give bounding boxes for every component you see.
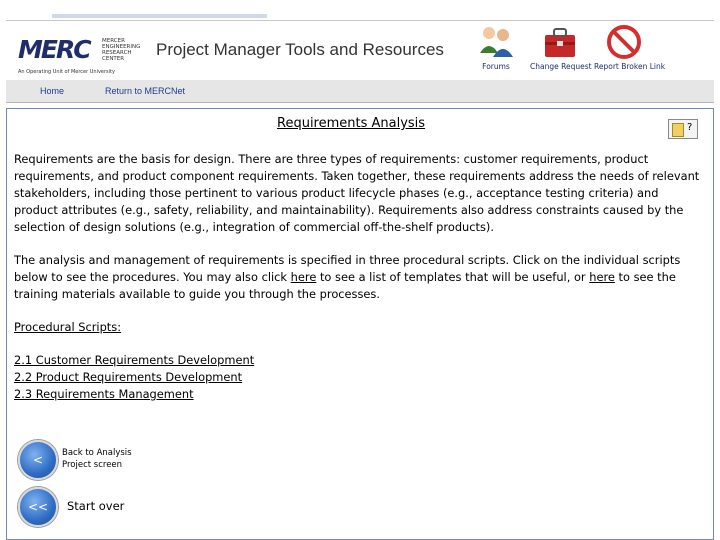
- nav-bar: [6, 80, 714, 103]
- forums-label: Forums: [482, 62, 510, 71]
- intro-paragraph: Requirements are the basis for design. There are three types of requirements: customer requirements, product requirements, and product component requirements. Taken together, these requirements address the needs of relevant stakeholders, including those pertinent to various product lifecycle phases (e.g., acceptance testing criteria) and product attributes (e.g., safety, reliability, and maintainability). Requirements also address constraints caused by the selection of design solutions (e.g., integration of commercial off-the-shelf products).: [14, 152, 700, 234]
- analysis-text-2: to see a list of templates that will be useful, or: [316, 270, 590, 284]
- procedural-scripts-heading: Procedural Scripts:: [14, 320, 122, 334]
- report-broken-link-label: Report Broken Link: [594, 62, 666, 71]
- site-header: [6, 20, 714, 81]
- merc-logo[interactable]: [16, 33, 141, 77]
- script-link-requirements-management[interactable]: 2.3 Requirements Management: [14, 387, 194, 401]
- logo-subtitle: MERCER ENGINEERING RESEARCH CENTER: [102, 38, 141, 62]
- script-link-product-requirements[interactable]: 2.2 Product Requirements Development: [14, 370, 243, 384]
- help-question-mark: ?: [687, 122, 693, 133]
- back-label-line2: Project screen: [62, 460, 123, 470]
- page-title: Requirements Analysis: [277, 116, 426, 131]
- start-over-label: Start over: [67, 499, 125, 513]
- window-top-strip: [52, 14, 267, 18]
- back-button-label: [62, 447, 132, 471]
- change-request-label: Change Request: [530, 62, 592, 71]
- back-button[interactable]: <: [18, 440, 58, 480]
- report-broken-link-icon: [605, 23, 643, 61]
- start-over-button[interactable]: <<: [18, 487, 58, 527]
- forums-link[interactable]: [466, 23, 526, 71]
- content-panel: [6, 108, 714, 540]
- templates-here-link[interactable]: here: [290, 270, 317, 284]
- change-request-icon: [541, 23, 579, 61]
- script-link-customer-requirements[interactable]: 2.1 Customer Requirements Development: [14, 353, 255, 367]
- forums-icon: [477, 23, 515, 61]
- analysis-text-1: The analysis and management of requirements is specified in three procedural scripts. Click on the individual scripts below to see the procedures. You may also click: [14, 253, 681, 284]
- change-request-link[interactable]: [530, 23, 590, 71]
- nav-home[interactable]: Home: [40, 86, 65, 96]
- logo-tagline: An Operating Unit of Mercer University: [18, 69, 115, 75]
- training-here-link[interactable]: here: [589, 270, 615, 284]
- logo-mark: MERC: [18, 35, 90, 64]
- site-title: Project Manager Tools and Resources: [156, 40, 444, 59]
- back-label-line1: Back to Analysis: [62, 448, 132, 458]
- help-person-icon: [672, 123, 684, 137]
- nav-return-mercnet[interactable]: Return to MERCNet: [105, 86, 186, 96]
- analysis-paragraph: [14, 252, 704, 303]
- report-broken-link-link[interactable]: [594, 23, 666, 71]
- analysis-text-3: to see the training materials available to guide you through the processes.: [14, 270, 676, 301]
- help-button[interactable]: [668, 119, 698, 139]
